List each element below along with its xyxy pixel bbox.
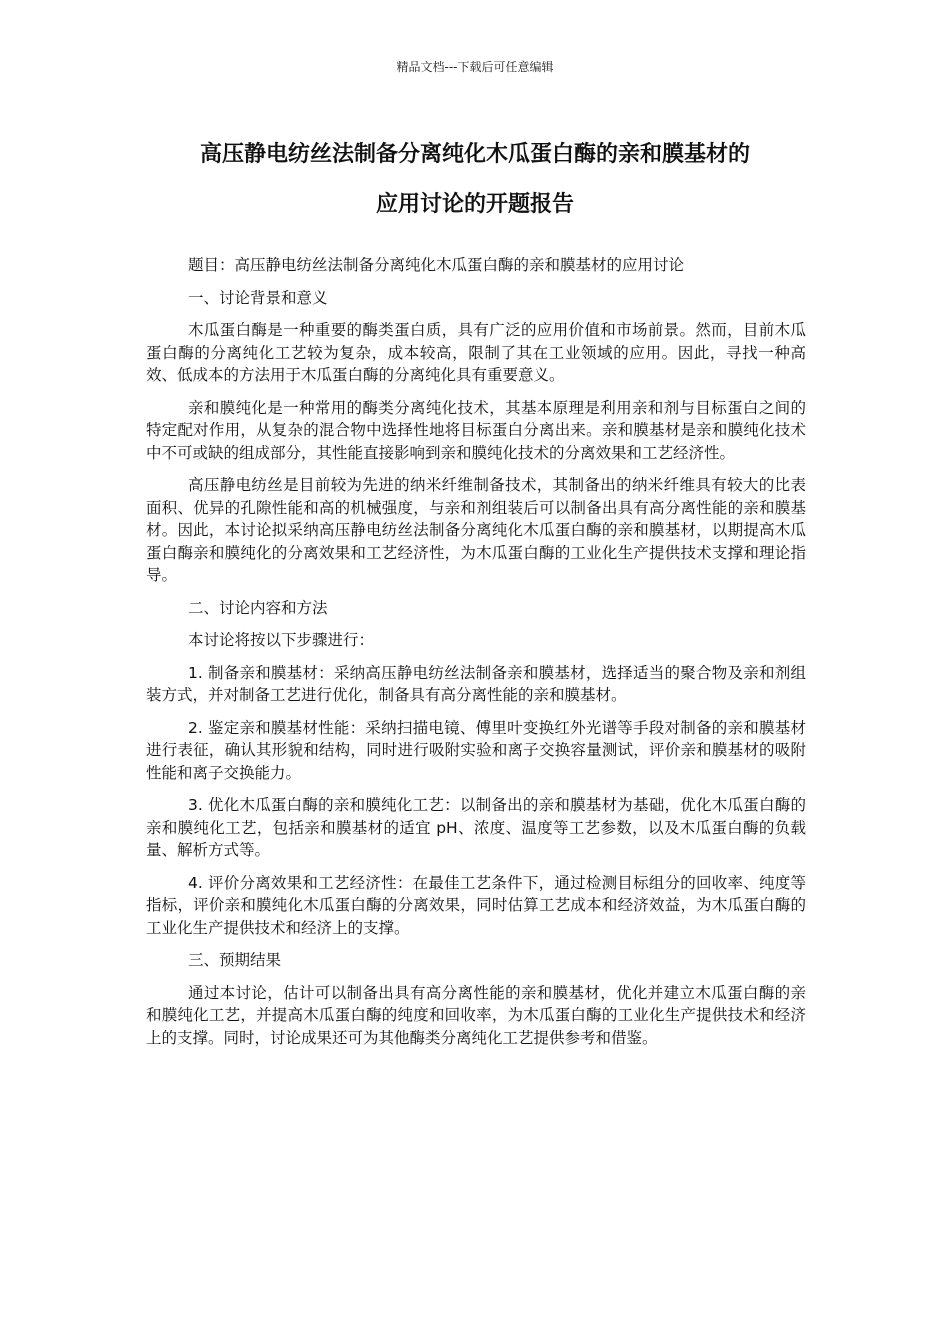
section-heading-expected-results: 三、预期结果 (188, 951, 282, 969)
topic-line: 题目：高压静电纺丝法制备分离纯化木瓜蛋白酶的亲和膜基材的应用讨论 (188, 256, 685, 274)
document-body (146, 254, 806, 1059)
step-item: 1. 制备亲和膜基材：采纳高压静电纺丝法制备亲和膜基材，选择适当的聚合物及亲和剂组装方式，并对制备工艺进行优化，制备具有高分离性能的亲和膜基材。 (146, 663, 806, 704)
step-item: 4. 评价分离效果和工艺经济性：在最佳工艺条件下，通过检测目标组分的回收率、纯度等指标，评价亲和膜纯化木瓜蛋白酶的分离效果，同时估算工艺成本和经济效益，为木瓜蛋白酶的工业化生产提供技术和经济上的支撑。 (146, 873, 806, 937)
body-paragraph: 木瓜蛋白酶是一种重要的酶类蛋白质，具有广泛的应用价值和市场前景。然而，目前木瓜蛋白酶的分离纯化工艺较为复杂，成本较高，限制了其在工业领域的应用。因此，寻找一种高效、低成本的方法用于木瓜蛋白酶的分离纯化具有重要意义。 (146, 321, 806, 384)
document-title-line-2: 应用讨论的开题报告 (375, 192, 574, 217)
body-paragraph: 本讨论将按以下步骤进行： (188, 631, 375, 649)
section-heading-background: 一、讨论背景和意义 (188, 288, 328, 307)
body-paragraph: 高压静电纺丝是目前较为先进的纳米纤维制备技术，其制备出的纳米纤维具有较大的比表面积、优异的孔隙性能和高的机械强度，与亲和剂组装后可以制备出具有高分离性能的亲和膜基材。因此，本讨论拟采纳高压静电纺丝法制备分离纯化木瓜蛋白酶的亲和膜基材，以期提高木瓜蛋白酶亲和膜纯化的分离效果和工艺经济性，为木瓜蛋白酶的工业化生产提供技术支撑和理论指导。 (146, 476, 806, 584)
step-item: 2. 鉴定亲和膜基材性能：采纳扫描电镜、傅里叶变换红外光谱等手段对制备的亲和膜基材进行表征，确认其形貌和结构，同时进行吸附实验和离子交换容量测试，评价亲和膜基材的吸附性能和离子交换能力。 (146, 718, 806, 782)
step-item: 3. 优化木瓜蛋白酶的亲和膜纯化工艺：以制备出的亲和膜基材为基础，优化木瓜蛋白酶的亲和膜纯化工艺，包括亲和膜基材的适宜 pH、浓度、温度等工艺参数，以及木瓜蛋白酶的负载量、解析方式等。 (146, 796, 806, 859)
page-header-note: 精品文档---下载后可任意编辑 (396, 60, 554, 74)
body-paragraph: 通过本讨论，估计可以制备出具有高分离性能的亲和膜基材，优化并建立木瓜蛋白酶的亲和膜纯化工艺，并提高木瓜蛋白酶的纯度和回收率，为木瓜蛋白酶的工业化生产提供技术和经济上的支撑。同时，讨论成果还可为其他酶类分离纯化工艺提供参考和借鉴。 (146, 983, 806, 1047)
document-title-line-1: 高压静电纺丝法制备分离纯化木瓜蛋白酶的亲和膜基材的 (199, 142, 750, 167)
section-heading-content-methods: 二、讨论内容和方法 (188, 598, 328, 617)
body-paragraph: 亲和膜纯化是一种常用的酶类分离纯化技术，其基本原理是利用亲和剂与目标蛋白之间的特定配对作用，从复杂的混合物中选择性地将目标蛋白分离出来。亲和膜基材是亲和膜纯化技术中不可或缺的组成部分，其性能直接影响到亲和膜纯化技术的分离效果和工艺经济性。 (146, 398, 806, 462)
